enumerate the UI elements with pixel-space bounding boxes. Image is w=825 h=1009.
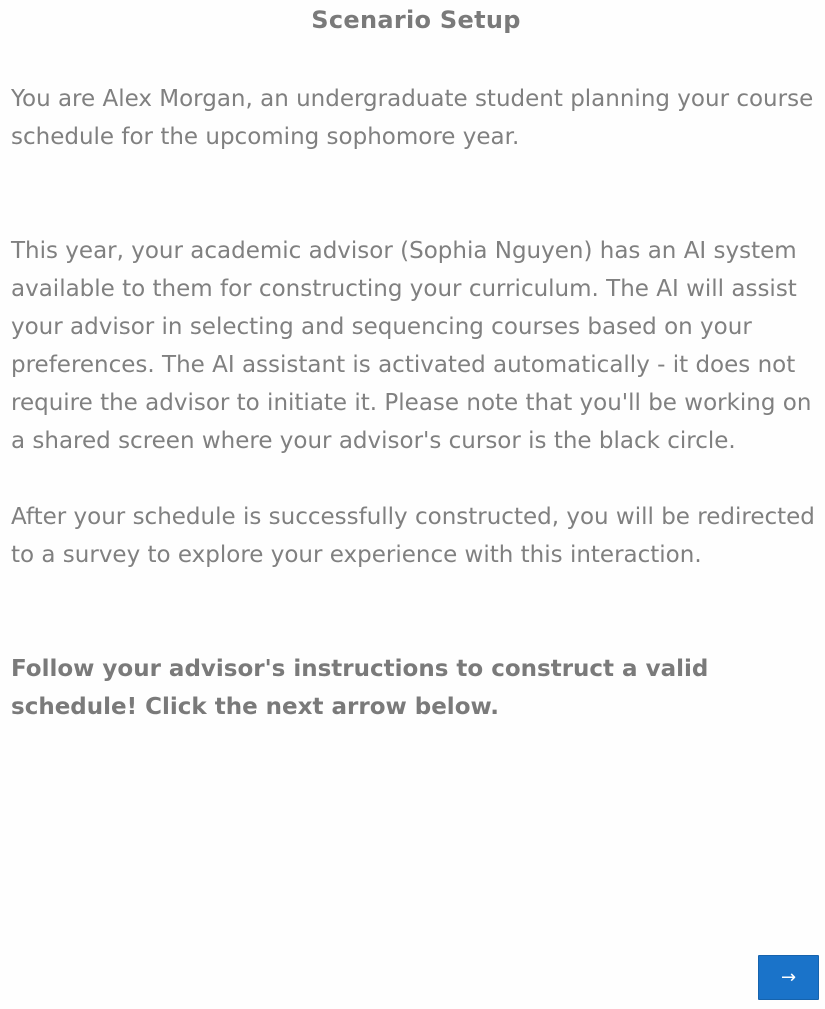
page-title: Scenario Setup [311,6,521,34]
advisor-ai-paragraph: This year, your academic advisor (Sophia Nguyen) has an AI system available to them for constructing your curriculum. The AI will assist your advisor in selecting and sequencing courses based on your preferences. The AI assistant is activated automatically - it does not require the advisor to initiate it. Please note that you'll be working on a shared screen where your advisor's cursor is the black circle. [11,238,812,454]
instruction-text: Follow your advisor's instructions to construct a valid schedule! Click the next arrow below. [11,656,709,720]
scenario-content [11,0,821,726]
survey-paragraph: After your schedule is successfully constructed, you will be redirected to a survey to explore your experience with this interaction. [11,504,815,568]
intro-paragraph: You are Alex Morgan, an undergraduate student planning your course schedule for the upcoming sophomore year. [11,86,814,150]
next-arrow-button[interactable]: → [758,955,819,1000]
